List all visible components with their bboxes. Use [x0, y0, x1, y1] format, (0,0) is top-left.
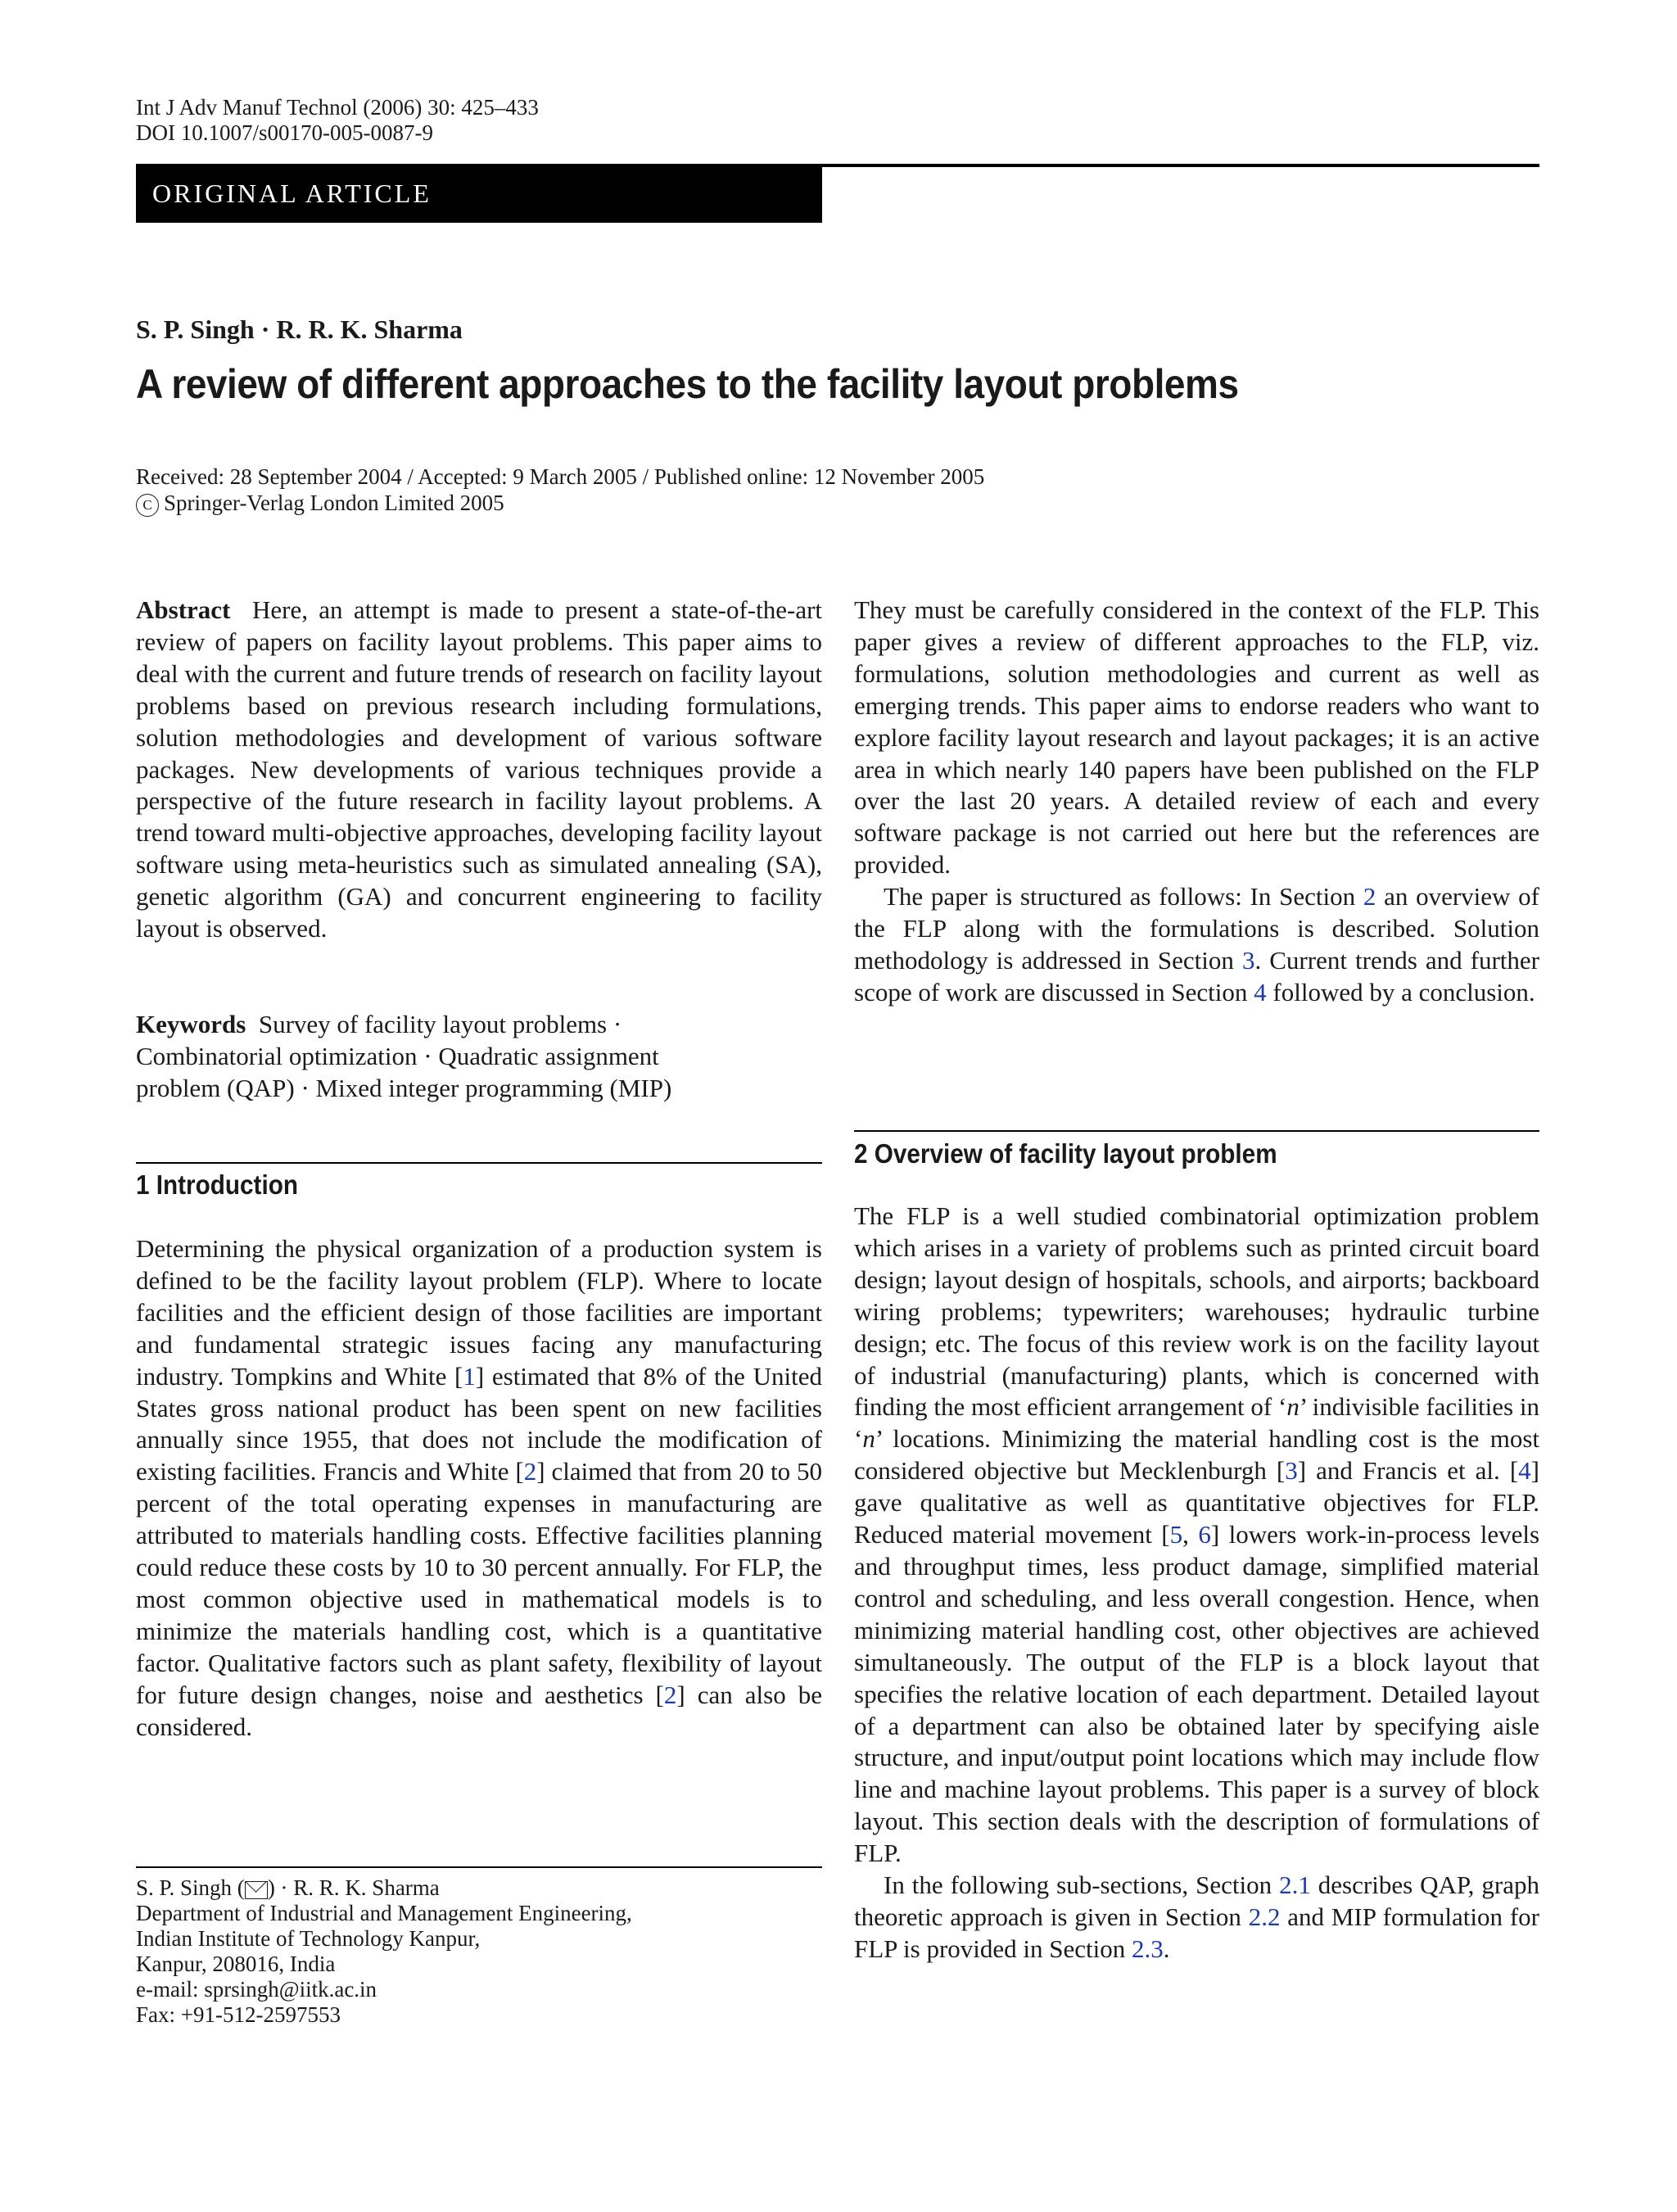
copyright-icon: C: [136, 494, 159, 517]
citation-link[interactable]: 6: [1198, 1520, 1211, 1549]
introduction-paragraph: Determining the physical organization of a production system is defined to be the facility layout problem (FLP). Where to locate facilities and the efficient design of those facilities are important and fundamental strategic issues facing any manufacturing industry. Tompkins and White [1] estimated that 8% of the United States gross national product has been spent on new facilities annually since 1955, that does not include the modification of existing facilities. Francis and White [2] claimed that from 20 to 50 percent of the total operating expenses in manufacturing are attributed to materials handling costs. Effective facilities planning could reduce these costs by 10 to 30 percent annually. For FLP, the most common objective used in mathematical models is to minimize the materials handling cost, which is a quantitative factor. Qualitative factors such as plant safety, flexibility of layout for future design changes, noise and aesthetics [2] can also be considered.: [136, 1234, 823, 1741]
intro-continued-paragraph: They must be carefully considered in the context of the FLP. This paper gives a review of different approaches to the FLP, viz. formulations, solution methodologies and current as well as emerging trends. This paper aims to endorse readers who want to explore facility layout research and layout packages; it is an active area in which nearly 140 papers have been published on the FLP over the last 20 years. A detailed review of each and every software package is not carried out here but the references are provided.: [854, 595, 1539, 880]
abstract-label: Abstract: [136, 595, 231, 624]
doi: DOI 10.1007/s00170-005-0087-9: [136, 120, 433, 145]
keywords-text-1: Survey of facility layout problems ·: [258, 1010, 622, 1038]
publication-dates: [136, 464, 984, 517]
affiliation-email[interactable]: e-mail: sprsingh@iitk.ac.in: [136, 1977, 377, 2002]
citation-link[interactable]: 1: [463, 1361, 476, 1391]
overview-body: [854, 1201, 1539, 1965]
affiliation-names: S. P. Singh ( ) · R. R. K. Sharma: [136, 1875, 440, 1900]
copyright-text: Springer-Verlag London Limited 2005: [164, 491, 504, 515]
section-heading-overview: 2 Overview of facility layout problem: [854, 1138, 1277, 1169]
overview-paragraph-1: The FLP is a well studied combinatorial optimization problem which arises in a variety of problems such as printed circuit board design; layout design of hospitals, schools, and airports; backboard wiring problems; typewriters; warehouses; hydraulic turbine design; etc. The focus of this review work is on the facility layout of industrial (manufacturing) plants, which is concerned with finding the most efficient arrangement of ‘n’ indivisible facilities in ‘n’ locations. Minimizing the material handling cost is the most considered objective but Mecklenburgh [3] and Francis et al. [4] gave qualitative as well as quantitative objectives for FLP. Reduced material movement [5, 6] lowers work-in-process levels and throughput times, less product damage, simplified material control and scheduling, and less overall congestion. Hence, when minimizing material handling cost, other objectives are achieved simultaneously. The output of the FLP is a block layout that specifies the relative location of each department. Detailed layout of a department can also be obtained later by specifying aisle structure, and input/output point locations which may include flow line and machine layout problems. This paper is a survey of block layout. This section deals with the description of formulations of FLP.: [854, 1201, 1540, 1868]
copyright-line: [136, 490, 984, 517]
citation-link[interactable]: 2: [523, 1457, 537, 1486]
abstract-paragraph: [136, 595, 822, 945]
journal-citation: [136, 95, 539, 146]
section-link[interactable]: 2.1: [1279, 1870, 1311, 1900]
intro-continued: [854, 595, 1539, 1009]
keywords-block: [136, 1009, 822, 1105]
header-rule: [822, 164, 1539, 167]
keywords-line-1: [136, 1009, 822, 1041]
author-affiliation: [136, 1875, 632, 2028]
section-link[interactable]: 2: [1363, 882, 1376, 911]
abstract-block: [136, 595, 822, 945]
affiliation-department: Department of Industrial and Management Engineering,: [136, 1901, 632, 1925]
section-rule-overview: [854, 1130, 1539, 1132]
section-link[interactable]: 4: [1254, 977, 1267, 1006]
keywords-line-3: problem (QAP) · Mixed integer programming (MIP): [136, 1073, 672, 1102]
article-type-banner: [136, 164, 822, 223]
keywords-line-2: Combinatorial optimization · Quadratic assignment: [136, 1041, 659, 1070]
structure-paragraph: The paper is structured as follows: In Section 2 an overview of the FLP along with the formulations is described. Solution methodology is addressed in Section 3. Current trends and further scope of work are discussed in Section 4 followed by a conclusion.: [854, 882, 1540, 1006]
citation-link[interactable]: 4: [1518, 1456, 1531, 1486]
affiliation-city: Kanpur, 208016, India: [136, 1952, 336, 1976]
abstract-text: Here, an attempt is made to present a state-of-the-art review of papers on facility layout problems. This paper aims to deal with the current and future trends of research on facility layout problems based on previous research including formulations, solution methodologies and development of various software packages. New developments of various techniques provide a perspective of the future research in facility layout problems. A trend toward multi-objective approaches, developing facility layout software using meta-heuristics such as simulated annealing (SA), genetic algorithm (GA) and concurrent engineering to facility layout is observed.: [136, 595, 823, 943]
author-list: S. P. Singh · R. R. K. Sharma: [136, 314, 463, 344]
section-rule-intro: [136, 1162, 822, 1164]
introduction-body: [136, 1233, 822, 1744]
article-type-label: ORIGINAL ARTICLE: [152, 179, 432, 208]
citation-link[interactable]: 3: [1285, 1456, 1298, 1486]
citation-link[interactable]: 5: [1169, 1520, 1183, 1549]
citation-link[interactable]: 2: [663, 1680, 677, 1709]
overview-paragraph-2: In the following sub-sections, Section 2.1 describes QAP, graph theoretic approach is given in Section 2.2 and MIP formulation for FLP is provided in Section 2.3.: [854, 1870, 1540, 1963]
keywords-label: Keywords: [136, 1010, 246, 1038]
section-link[interactable]: 2.3: [1132, 1934, 1164, 1963]
journal-reference: Int J Adv Manuf Technol (2006) 30: 425–433: [136, 95, 539, 120]
section-link[interactable]: 2.2: [1248, 1902, 1281, 1931]
received-accepted-line: Received: 28 September 2004 / Accepted: 9 March 2005 / Published online: 12 November 2005: [136, 464, 985, 489]
affiliation-institute: Indian Institute of Technology Kanpur,: [136, 1926, 481, 1951]
section-heading-introduction: 1 Introduction: [136, 1169, 298, 1200]
paper-title: A review of different approaches to the facility layout problems: [136, 361, 1239, 407]
affiliation-fax: Fax: +91-512-2597553: [136, 2002, 341, 2027]
envelope-icon: [245, 1881, 268, 1899]
footnote-rule: [136, 1866, 822, 1868]
section-link[interactable]: 3: [1241, 945, 1255, 975]
